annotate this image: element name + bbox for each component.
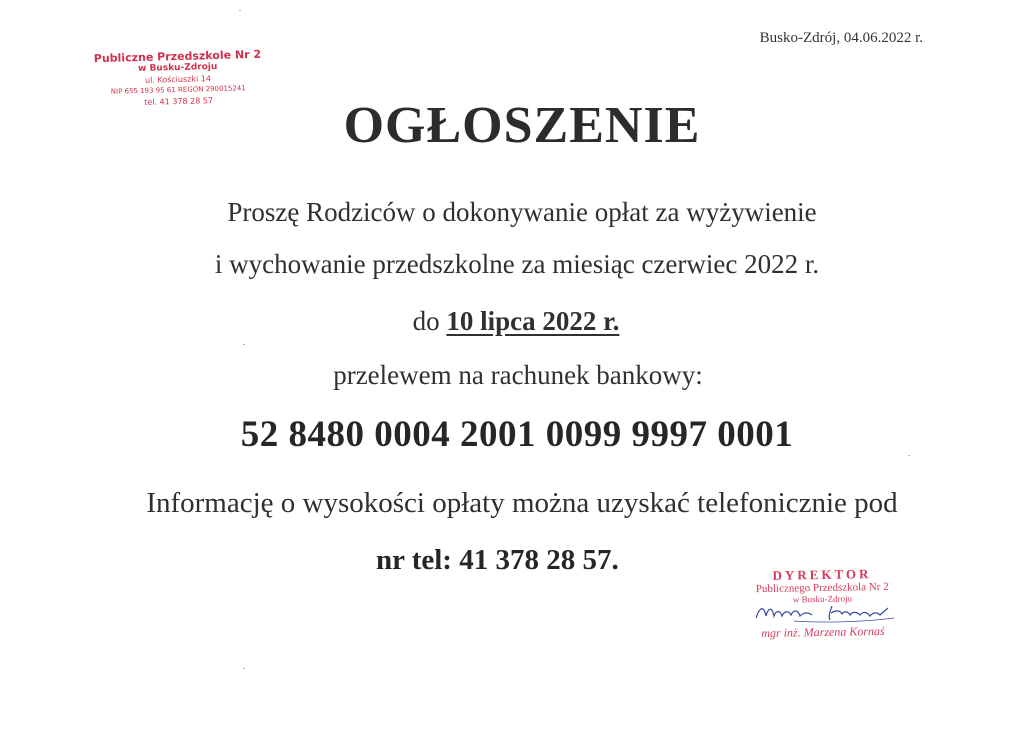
- deadline-prefix: do: [412, 306, 440, 336]
- stamp-school-phone: tel. 41 378 28 57: [144, 96, 214, 107]
- body-line-1: Proszę Rodziców o dokonywanie opłat za wyżywienie: [227, 197, 817, 227]
- body-line-2: i wychowanie przedszkolne za miesiąc czerwiec 2022 r.: [214, 249, 820, 279]
- stamp-school-city: w Busku-Zdroju: [137, 61, 218, 75]
- director-city: w Busku-Zdroju: [792, 593, 853, 605]
- payment-deadline: 10 lipca 2022 r.: [446, 306, 620, 336]
- director-name: mgr inż. Marzena Kornaś: [761, 623, 885, 641]
- stamp-school-street: ul. Kościuszki 14: [144, 74, 212, 85]
- announcement-heading: OGŁOSZENIE: [343, 97, 701, 154]
- body-line-4: przelewem na rachunek bankowy:: [333, 360, 703, 390]
- stamp-school-ids: NIP 655 193 95 61 REGON 290015241: [110, 84, 246, 96]
- stamp-school-name: Publiczne Przedszkole Nr 2: [93, 47, 262, 66]
- body-line-6: Informację o wysokości opłaty można uzyskać telefonicznie pod: [146, 487, 898, 519]
- scan-speck: [239, 10, 241, 11]
- scan-speck: [243, 344, 245, 345]
- handwritten-signature: [754, 602, 904, 624]
- date-line: Busko-Zdrój, 04.06.2022 r.: [759, 30, 923, 46]
- bank-account-number: 52 8480 0004 2001 0099 9997 0001: [240, 414, 794, 455]
- body-line-3: [4, 306, 1024, 337]
- director-title: DYREKTOR: [772, 566, 872, 583]
- scan-speck: [243, 668, 245, 669]
- director-org: Publicznego Przedszkola Nr 2: [755, 580, 889, 596]
- scan-speck: [908, 455, 910, 456]
- phone-number: nr tel: 41 378 28 57.: [376, 544, 619, 576]
